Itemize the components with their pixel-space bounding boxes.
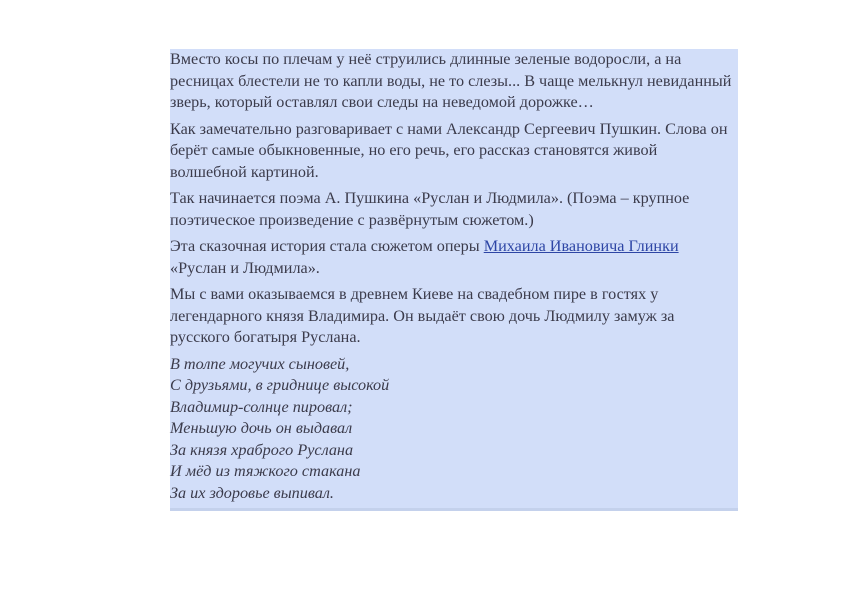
- poem-verse: [170, 354, 738, 505]
- verse-line: За их здоровье выпивал.: [170, 483, 334, 502]
- paragraph-4-text-before: Эта сказочная история стала сюжетом оперы: [170, 237, 484, 255]
- paragraph-4: [170, 236, 738, 279]
- paragraph-1: Вместо косы по плечам у неё струились длинные зеленые водоросли, а на ресницах блестели не то капли воды, не то слезы... В чаще мелькнул невиданный зверь, который оставлял свои следы на неведомой дорожке…: [170, 50, 732, 111]
- verse-line: Владимир-солнце пировал;: [170, 397, 353, 416]
- verse-line: За князя храброго Руслана: [170, 440, 354, 459]
- text-block: [170, 49, 738, 511]
- verse-line: Меньшую дочь он выдавал: [170, 419, 353, 437]
- verse-line: И мёд из тяжкого стакана: [170, 462, 361, 480]
- paragraph-3: Так начинается поэма А. Пушкина «Руслан и Людмила». (Поэма – крупное поэтическое произведение с развёрнутым сюжетом.): [170, 189, 690, 229]
- verse-line: С друзьями, в гриднице высокой: [170, 376, 390, 394]
- paragraph-5: Мы с вами оказываемся в древнем Киеве на свадебном пире в гостях у легендарного князя Владимира. Он выдаёт свою дочь Людмилу замуж за русского богатыря Руслана.: [170, 285, 675, 346]
- paragraph-2: Как замечательно разговаривает с нами Александр Сергеевич Пушкин. Слова он берёт самые обыкновенные, но его речь, его рассказ становятся живой волшебной картиной.: [170, 119, 728, 181]
- verse-line: В толпе могучих сыновей,: [170, 354, 350, 373]
- paragraph-4-text-after: «Руслан и Людмила».: [170, 258, 320, 277]
- glinka-link[interactable]: Михаила Ивановича Глинки: [483, 237, 679, 255]
